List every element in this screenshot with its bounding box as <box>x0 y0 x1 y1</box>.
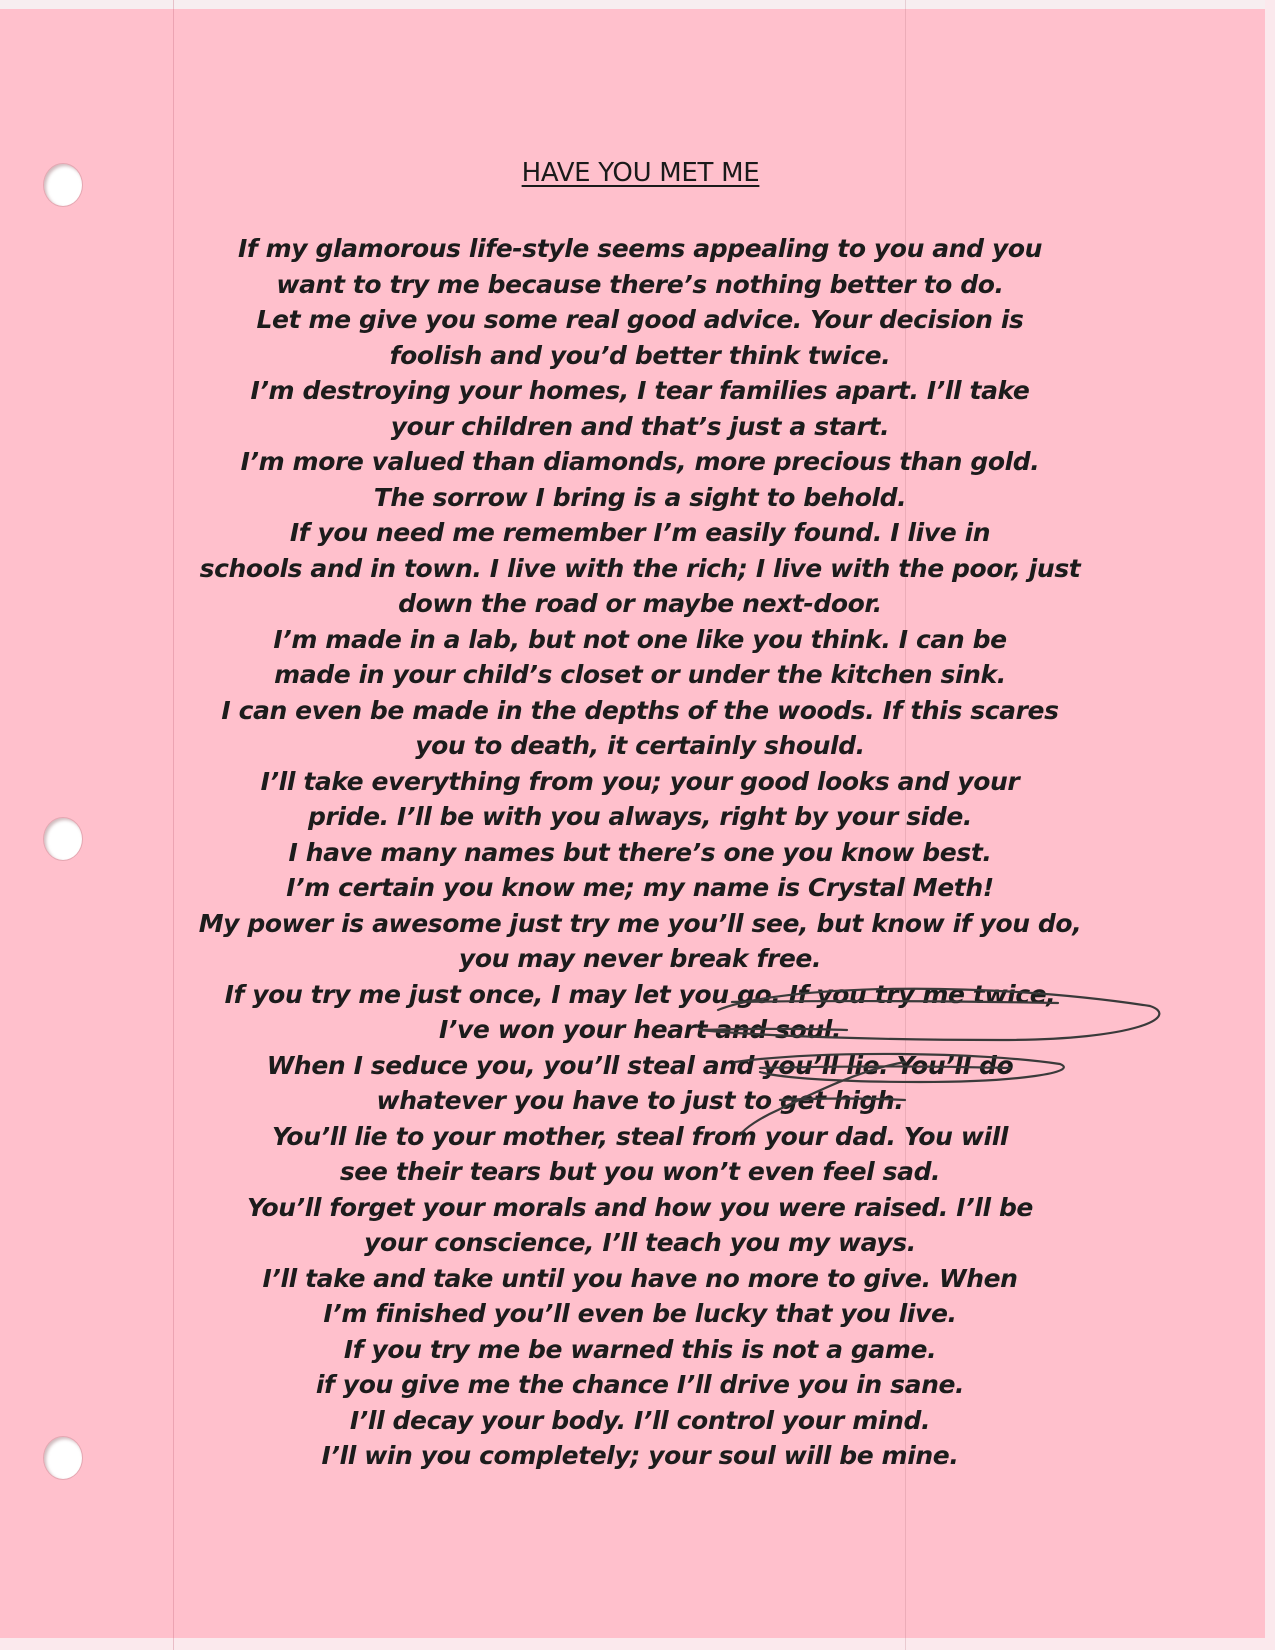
poem-line: If my glamorous life-style seems appealing to you and you <box>237 234 1043 263</box>
poem-title <box>0 158 1275 188</box>
poem-line: I’m made in a lab, but not one like you think. I can be <box>273 624 1007 654</box>
poem-line: You’ll lie to your mother, steal from your dad. You will <box>271 1121 1009 1151</box>
poem-line: I can even be made in the depths of the woods. If this scares <box>221 695 1059 725</box>
poem-line: I’m finished you’ll even be lucky that you live. <box>323 1299 957 1328</box>
poem-line: made in your child’s closet or under the kitchen sink. <box>274 660 1006 689</box>
poem-line: schools and in town. I live with the rich; I live with the poor, just <box>199 553 1081 583</box>
poem-line: I’m certain you know me; my name is Crystal Meth! <box>286 873 994 902</box>
poem-line: I’ll take everything from you; your good looks and your <box>260 766 1020 796</box>
poem-line: I’m more valued than diamonds, more precious than gold. <box>240 447 1040 476</box>
poem-line: want to try me because there’s nothing better to do. <box>276 269 1004 299</box>
margin-line <box>173 0 174 1650</box>
poem-line: I’ll decay your body. I’ll control your mind. <box>349 1405 931 1435</box>
poem-line: down the road or maybe next-door. <box>398 589 882 618</box>
poem-line: If you try me just once, I may let you go. If you try me twice, <box>224 979 1056 1009</box>
punch-hole-bottom <box>44 1437 82 1479</box>
poem-line: I’ve won your heart and soul. <box>438 1015 842 1044</box>
poem-title-text: HAVE YOU MET ME <box>521 158 760 188</box>
poem-line: see their tears but you won’t even feel sad. <box>339 1157 941 1186</box>
poem-line: whatever you have to just to get high. <box>376 1086 904 1115</box>
poem-line: I’ll win you completely; your soul will be mine. <box>321 1441 959 1470</box>
poem-line: you to death, it certainly should. <box>415 731 865 760</box>
poem-line: When I seduce you, you’ll steal and you’ll lie. You’ll do <box>266 1050 1014 1080</box>
poem-line: I’m destroying your homes, I tear families apart. I’ll take <box>250 376 1030 405</box>
poem-line: If you try me be warned this is not a game. <box>343 1334 937 1364</box>
poem-line: your children and that’s just a start. <box>390 411 890 441</box>
poem-line: pride. I’ll be with you always, right by your side. <box>308 802 972 831</box>
poem-line: you may never break free. <box>458 944 822 973</box>
poem-line: I’ll take and take until you have no more to give. When <box>262 1263 1018 1293</box>
scan-edge-top <box>0 0 1275 9</box>
poem-line: If you need me remember I’m easily found. I live in <box>289 518 991 547</box>
poem-line: if you give me the chance I’ll drive you in sane. <box>315 1370 965 1399</box>
scan-edge-bottom <box>0 1638 1275 1650</box>
poem-line: your conscience, I’ll teach you my ways. <box>364 1228 916 1257</box>
poem-line: Let me give you some real good advice. Your decision is <box>256 305 1024 334</box>
poem-body <box>175 231 1105 1474</box>
poem-line: You’ll forget your morals and how you were raised. I’ll be <box>246 1192 1033 1222</box>
poem-line: I have many names but there’s one you know best. <box>288 837 992 867</box>
poem-line: The sorrow I bring is a sight to behold. <box>373 482 907 512</box>
poem-line: My power is awesome just try me you’ll see, but know if you do, <box>198 908 1082 938</box>
scan-edge-right <box>1265 0 1275 1650</box>
punch-hole-middle <box>44 818 82 860</box>
poem-line: foolish and you’d better think twice. <box>389 340 891 370</box>
